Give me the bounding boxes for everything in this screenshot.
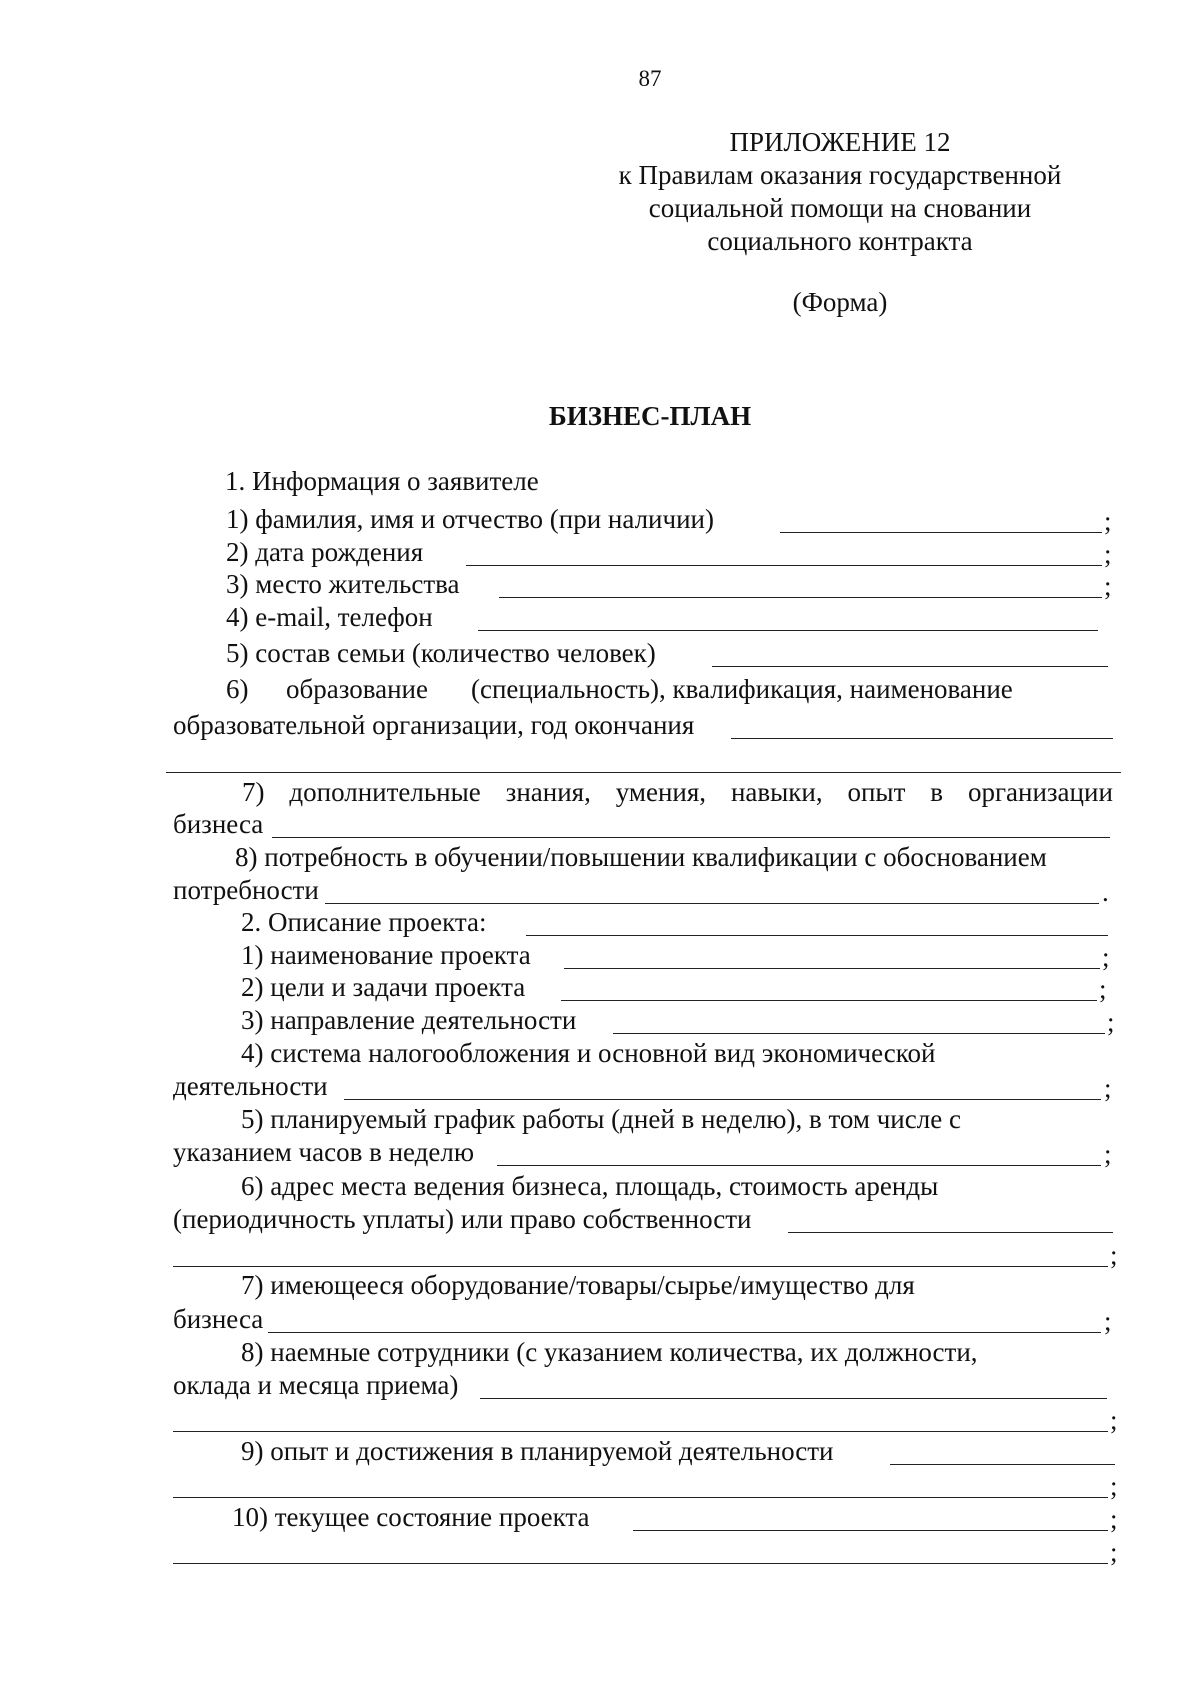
field-end-semicolon: ; xyxy=(1104,539,1112,569)
fill-line-business-address[interactable] xyxy=(788,1232,1113,1233)
page-number: 87 xyxy=(638,66,662,91)
field-end-semicolon: ; xyxy=(1104,1306,1112,1336)
field-label-fullname: 1) фамилия, имя и отчество (при наличии) xyxy=(226,504,714,534)
field-label-education xyxy=(226,673,1036,705)
section1-heading: 1. Информация о заявителе xyxy=(225,466,539,496)
appendix-header xyxy=(560,126,1120,258)
appendix-title: ПРИЛОЖЕНИЕ 12 xyxy=(729,127,951,157)
field-end-semicolon: ; xyxy=(1099,974,1107,1004)
field-label-activity: 3) направление деятельности xyxy=(241,1005,577,1035)
field-end-semicolon: ; xyxy=(1104,1139,1112,1169)
fill-line-education[interactable] xyxy=(731,738,1113,739)
field-end-semicolon: ; xyxy=(1104,506,1112,536)
field-word: навыки, xyxy=(730,777,823,807)
fill-line-activity[interactable] xyxy=(613,1033,1105,1034)
fill-line-business-address-2[interactable] xyxy=(173,1266,1108,1267)
field-end-semicolon: ; xyxy=(1110,1537,1118,1567)
fill-line-residence[interactable] xyxy=(499,597,1102,598)
fill-line-taxation[interactable] xyxy=(344,1099,1101,1100)
form-label: (Форма) xyxy=(792,287,888,317)
field-label-taxation-cont: деятельности xyxy=(173,1071,328,1101)
field-label-schedule-cont: указанием часов в неделю xyxy=(173,1137,475,1167)
fill-line-experience-2[interactable] xyxy=(173,1497,1108,1498)
document-title: БИЗНЕС-ПЛАН xyxy=(548,401,752,431)
fill-line-current-state[interactable] xyxy=(633,1530,1108,1531)
fill-line-fullname[interactable] xyxy=(780,532,1102,533)
field-label-training: 8) потребность в обучении/повышении квалификации с обоснованием xyxy=(235,842,1047,872)
field-label-employees-cont: оклада и месяца приема) xyxy=(173,1370,459,1400)
field-label-equipment: 7) имеющееся оборудование/товары/сырье/имущество для xyxy=(241,1270,915,1300)
field-text: образование xyxy=(286,674,428,704)
fill-line-family[interactable] xyxy=(712,666,1108,667)
fill-line-project-description[interactable] xyxy=(526,935,1108,936)
field-end-semicolon: ; xyxy=(1110,1240,1118,1270)
field-label-email-phone: 4) e-mail, телефон xyxy=(226,602,433,632)
field-label-education-cont: образовательной организации, год окончания xyxy=(173,710,695,740)
fill-line-education-2[interactable] xyxy=(166,772,1121,773)
field-end-semicolon: ; xyxy=(1102,942,1110,972)
field-end-semicolon: ; xyxy=(1110,1471,1118,1501)
field-label-current-state: 10) текущее состояние проекта xyxy=(232,1502,590,1532)
fill-line-skills[interactable] xyxy=(272,837,1110,838)
field-label-employees: 8) наемные сотрудники (с указанием количества, их должности, xyxy=(241,1337,978,1367)
field-end-semicolon: ; xyxy=(1110,1504,1118,1534)
field-label-birthdate: 2) дата рождения xyxy=(226,537,424,567)
field-word: умения, xyxy=(615,777,707,807)
field-label-equipment-cont: бизнеса xyxy=(173,1304,264,1334)
field-word: в xyxy=(930,777,944,807)
appendix-line: социальной помощи на сновании xyxy=(648,193,1032,223)
field-word: дополнительные xyxy=(289,777,481,807)
appendix-line: социального контракта xyxy=(707,226,973,256)
field-word: знания, xyxy=(505,777,591,807)
field-label-business-address-cont: (периодичность уплаты) или право собственности xyxy=(173,1204,752,1234)
field-end-semicolon: ; xyxy=(1104,1073,1112,1103)
fill-line-equipment[interactable] xyxy=(268,1332,1101,1333)
section2-heading: 2. Описание проекта: xyxy=(241,907,487,937)
field-label-goals: 2) цели и задачи проекта xyxy=(241,972,526,1002)
field-word: опыт xyxy=(847,777,906,807)
field-label-skills-cont: бизнеса xyxy=(173,809,264,839)
field-end-semicolon: ; xyxy=(1104,571,1112,601)
field-end-semicolon: ; xyxy=(1110,1405,1118,1435)
fill-line-experience[interactable] xyxy=(890,1464,1115,1465)
fill-line-email-phone[interactable] xyxy=(478,630,1098,631)
appendix-line: к Правилам оказания государственной xyxy=(618,160,1062,190)
field-label-business-address: 6) адрес места ведения бизнеса, площадь, стоимость аренды xyxy=(241,1171,939,1201)
field-label-taxation: 4) система налогообложения и основной вид экономической xyxy=(241,1038,936,1068)
fill-line-employees[interactable] xyxy=(480,1398,1107,1399)
field-end-semicolon: ; xyxy=(1107,1007,1115,1037)
field-label-training-cont: потребности xyxy=(173,875,319,905)
fill-line-schedule[interactable] xyxy=(497,1165,1101,1166)
fill-line-training[interactable] xyxy=(325,903,1099,904)
fill-line-project-name[interactable] xyxy=(564,968,1100,969)
fill-line-birthdate[interactable] xyxy=(466,565,1102,566)
field-label-residence: 3) место жительства xyxy=(226,569,460,599)
field-word: организации xyxy=(967,777,1113,807)
field-number: 7) xyxy=(242,777,265,807)
field-number: 6) xyxy=(226,674,249,704)
field-label-schedule: 5) планируемый график работы (дней в неделю), в том числе с xyxy=(241,1104,961,1134)
fill-line-goals[interactable] xyxy=(561,1000,1097,1001)
field-label-family: 5) состав семьи (количество человек) xyxy=(226,638,656,668)
field-label-skills xyxy=(242,776,1113,808)
fill-line-current-state-2[interactable] xyxy=(173,1563,1108,1564)
field-label-experience: 9) опыт и достижения в планируемой деятельности xyxy=(241,1436,834,1466)
field-text: (специальность), квалификация, наименование xyxy=(471,674,1013,704)
fill-line-employees-2[interactable] xyxy=(173,1431,1108,1432)
field-end-period: . xyxy=(1102,877,1109,907)
field-label-project-name: 1) наименование проекта xyxy=(241,940,531,970)
